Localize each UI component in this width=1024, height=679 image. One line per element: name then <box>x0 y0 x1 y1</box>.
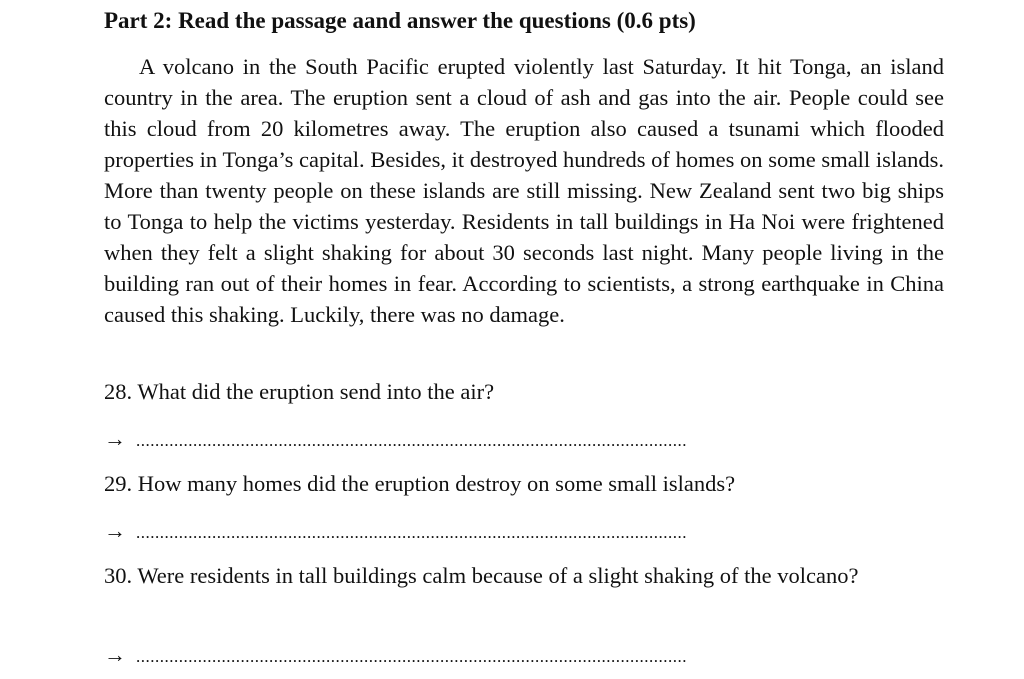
answer-line-29[interactable] <box>104 516 924 546</box>
answer-blank-29[interactable]: .................................................................................................................... <box>136 523 687 542</box>
arrow-icon: → <box>104 642 126 667</box>
answer-line-28[interactable] <box>104 424 924 454</box>
question-30: 30. Were residents in tall buildings calm because of a slight shaking of the volcano? <box>104 563 859 588</box>
section-heading: Part 2: Read the passage aand answer the questions (0.6 pts) <box>104 8 696 33</box>
answer-line-30[interactable] <box>104 640 924 670</box>
arrow-icon: → <box>104 518 126 543</box>
reading-passage: A volcano in the South Pacific erupted violently last Saturday. It hit Tonga, an island country in the area. The eruption sent a cloud of ash and gas into the air. People could see this cloud from 20 kilometres away. The eruption also caused a tsunami which flooded properties in Tonga’s capital. Besides, it destroyed hundreds of homes on some small islands. More than twenty people on these islands are still missing. New Zealand sent two big ships to Tonga to help the victims yesterday. Residents in tall buildings in Ha Noi were frightened when they felt a slight shaking for about 30 seconds last night. Many people living in the building ran out of their homes in fear. According to scientists, a strong earthquake in China caused this shaking. Luckily, there was no damage. <box>104 54 944 327</box>
answer-blank-30[interactable]: .................................................................................................................... <box>136 647 687 666</box>
arrow-icon: → <box>104 426 126 451</box>
question-29: 29. How many homes did the eruption destroy on some small islands? <box>104 471 736 496</box>
answer-blank-28[interactable]: .................................................................................................................... <box>136 431 687 450</box>
question-28: 28. What did the eruption send into the air? <box>104 379 495 404</box>
